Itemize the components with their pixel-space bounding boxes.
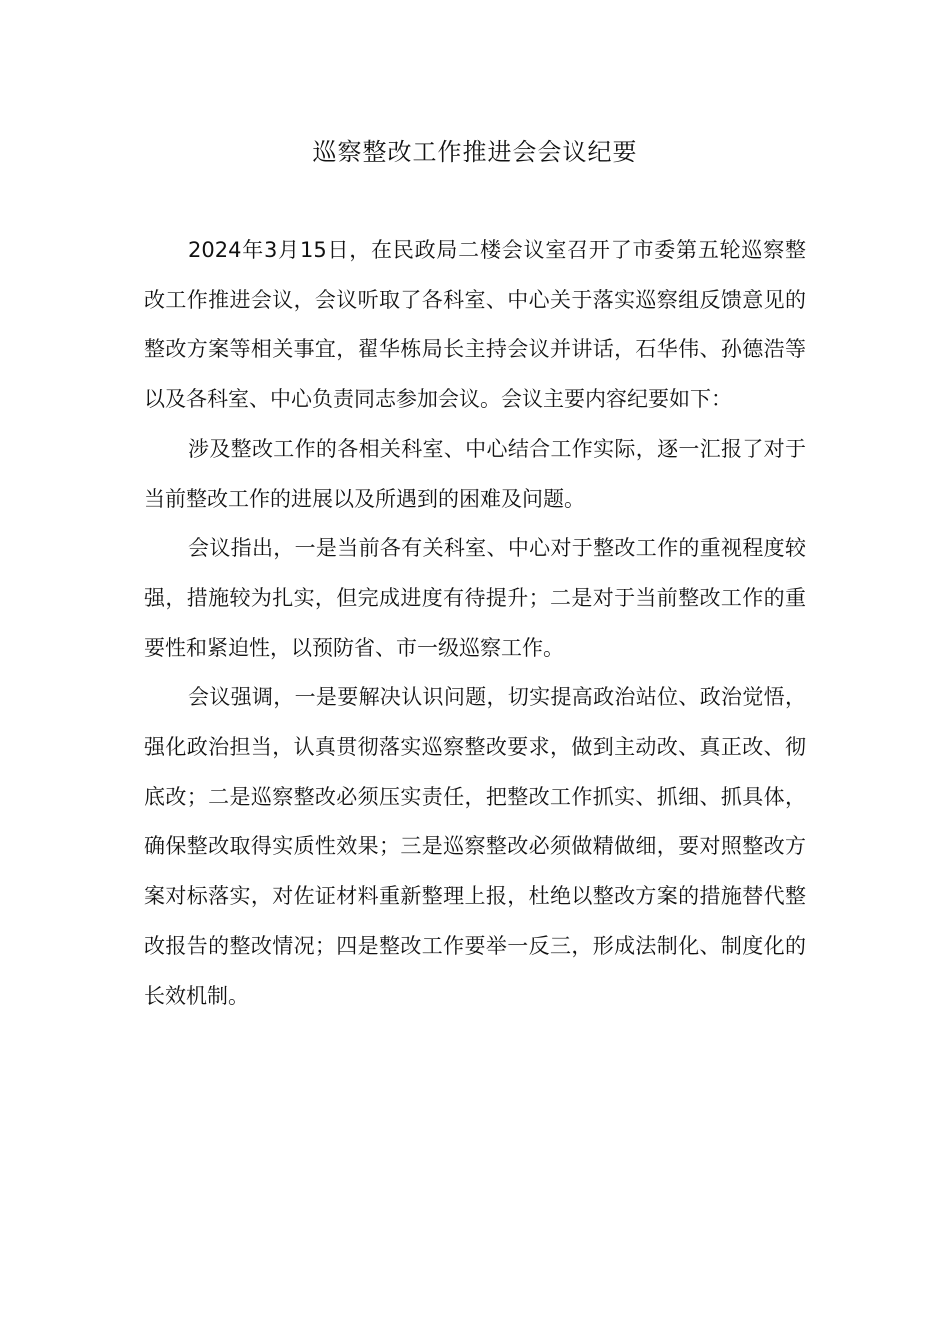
paragraph-intro: 2024年3月15日，在民政局二楼会议室召开了市委第五轮巡察整改工作推进会议，会议听取了各科室、中心关于落实巡察组反馈意见的整改方案等相关事宜，翟华栋局长主持会议并讲话，石华伟、孙德浩等以及各科室、中心负责同志参加会议。会议主要内容纪要如下： [144,238,806,412]
paragraph-meeting-points: 会议指出，一是当前各有关科室、中心对于整改工作的重视程度较强，措施较为扎实，但完成进度有待提升；二是对于当前整改工作的重要性和紧迫性，以预防省、市一级巡察工作。 [144,536,806,660]
document-body [144,226,806,1021]
document-title: 巡察整改工作推进会会议纪要 [312,138,638,166]
paragraph-meeting-emphasis: 会议强调，一是要解决认识问题，切实提高政治站位、政治觉悟，强化政治担当，认真贯彻落实巡察整改要求，做到主动改、真正改、彻底改；二是巡察整改必须压实责任，把整改工作抓实、抓细、抓具体，确保整改取得实质性效果；三是巡察整改必须做精做细，要对照整改方案对标落实，对佐证材料重新整理上报，杜绝以整改方案的措施替代整改报告的整改情况；四是整改工作要举一反三，形成法制化、制度化的长效机制。 [144,685,806,1008]
paragraph-reports: 涉及整改工作的各相关科室、中心结合工作实际，逐一汇报了对于当前整改工作的进展以及所遇到的困难及问题。 [144,436,806,511]
